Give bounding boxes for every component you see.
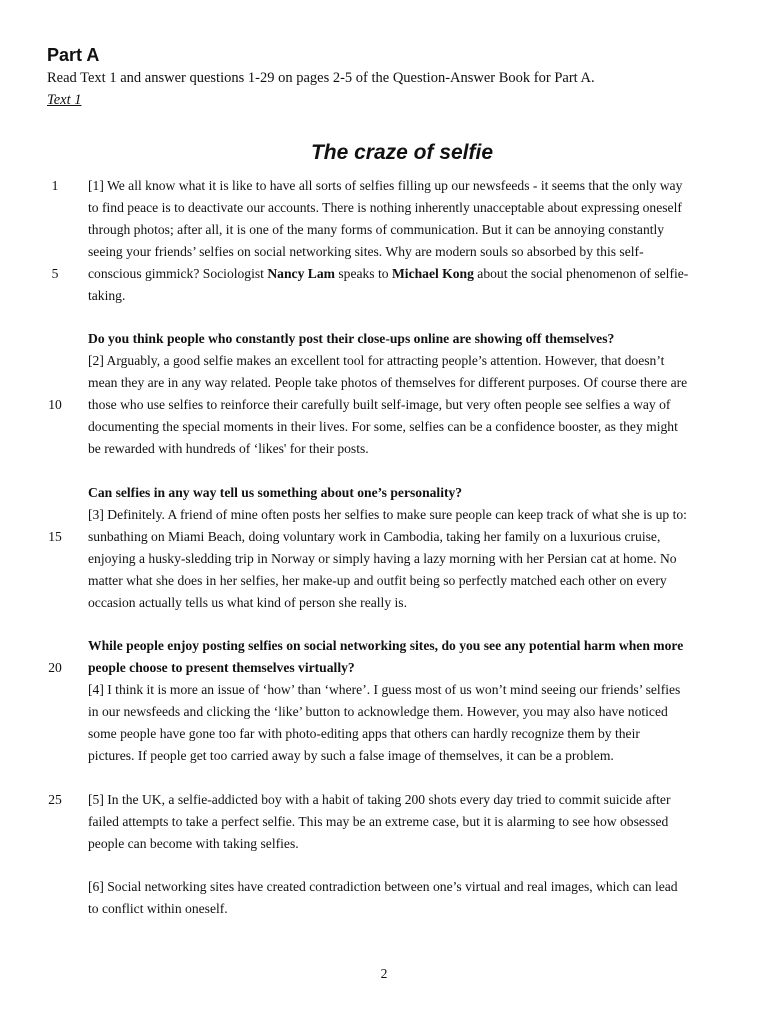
line-number: 5 (51, 266, 59, 281)
part-title: Part A (47, 45, 100, 65)
interview-question: Can selfies in any way tell us something about one’s personality? (88, 485, 463, 500)
article-line: failed attempts to take a perfect selfie. This may be an extreme case, but it is alarming to see how obsessed (88, 814, 669, 829)
article-line-text: conscious gimmick? Sociologist (88, 266, 268, 281)
interview-question: While people enjoy posting selfies on social networking sites, do you see any potential harm when more (88, 638, 684, 653)
article-line: [3] Definitely. A friend of mine often posts her selfies to make sure people can keep track of what she is up to: (88, 507, 687, 522)
interviewer-name: Michael Kong (391, 266, 474, 281)
article-line-text: about the social phenomenon of selfie- (473, 266, 689, 281)
line-number: 1 (51, 178, 59, 193)
article-line (88, 263, 718, 285)
line-number: 25 (48, 792, 62, 807)
interview-question: people choose to present themselves virtually? (88, 660, 355, 675)
article-line: mean they are in any way related. People take photos of themselves for different purposes. Of course there are (88, 375, 688, 390)
article-line: [4] I think it is more an issue of ‘how’ than ‘where’. I guess most of us won’t mind seeing our friends’ selfies (88, 682, 681, 697)
article-line: to conflict within oneself. (88, 901, 228, 916)
article-line: documenting the special moments in their lives. For some, selfies can be a confidence booster, as they might (88, 419, 678, 434)
article-line: pictures. If people get too carried away by such a false image of themselves, it can be a problem. (88, 748, 614, 763)
article-line: people can become with taking selfies. (88, 836, 299, 851)
article-title: The craze of selfie (310, 141, 494, 164)
article-line: [5] In the UK, a selfie-addicted boy with a habit of taking 200 shots every day tried to commit suicide after (88, 792, 671, 807)
article-line: [2] Arguably, a good selfie makes an excellent tool for attracting people’s attention. However, that doesn’t (88, 353, 665, 368)
article-line: matter what she does in her selfies, her make-up and outfit being so perfectly matched each other on every (88, 573, 667, 588)
article-line: taking. (88, 288, 126, 303)
line-number: 20 (48, 660, 62, 675)
article-line: some people have gone too far with photo-editing apps that others can hardly recognize them by their (88, 726, 640, 741)
article-line-text: speaks to (334, 266, 392, 281)
article-line: to find peace is to deactivate our accounts. There is nothing inherently unacceptable about expressing oneself (88, 200, 682, 215)
interview-question: Do you think people who constantly post their close-ups online are showing off themselves? (88, 331, 615, 346)
interviewee-name: Nancy Lam (267, 266, 335, 281)
article-line: sunbathing on Miami Beach, doing voluntary work in Cambodia, taking her family on a luxurious cruise, (88, 529, 661, 544)
article-line: in our newsfeeds and clicking the ‘like’ button to acknowledge them. However, you may also have noticed (88, 704, 668, 719)
text-label: Text 1 (47, 92, 82, 108)
article-line: enjoying a husky-sledding trip in Norway or simply having a lazy morning with her Persian cat at home. No (88, 551, 677, 566)
article-line: [6] Social networking sites have created contradiction between one’s virtual and real images, which can lead (88, 879, 678, 894)
article-line: through photos; after all, it is one of the many forms of communication. But it can be annoying constantly (88, 222, 665, 237)
article-line: [1] We all know what it is like to have all sorts of selfies filling up our newsfeeds - it seems that the only way (88, 178, 683, 193)
article-line: occasion actually tells us what kind of person she really is. (88, 595, 407, 610)
instructions: Read Text 1 and answer questions 1-29 on pages 2-5 of the Question-Answer Book for Part A. (47, 70, 595, 86)
article-line: be rewarded with hundreds of ‘likes' for their posts. (88, 441, 369, 456)
article-line: seeing your friends’ selfies on social networking sites. Why are modern souls so absorbed by this self- (88, 244, 644, 259)
line-number: 15 (48, 529, 62, 544)
page-number: 2 (380, 966, 388, 981)
line-number: 10 (48, 397, 62, 412)
article-line: those who use selfies to reinforce their carefully built self-image, but very often people see selfies a way of (88, 397, 671, 412)
